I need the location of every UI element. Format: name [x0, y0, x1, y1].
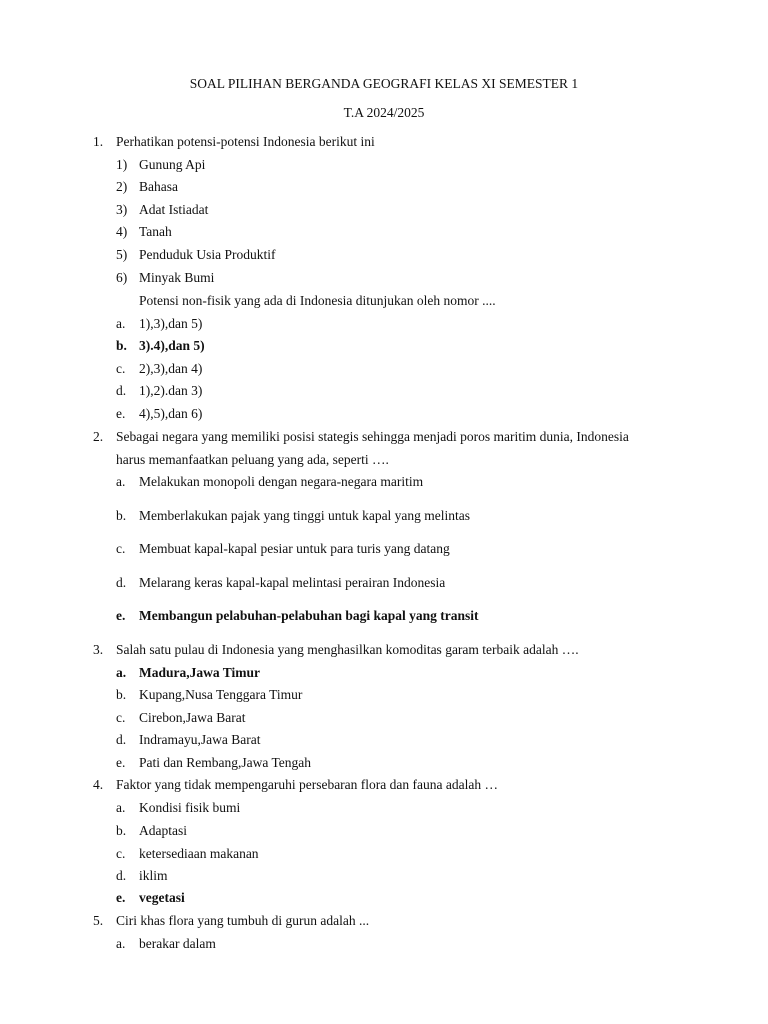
answer-option: 2),3),dan 4) — [139, 361, 203, 376]
option-letter: d. — [116, 868, 127, 883]
document-title: SOAL PILIHAN BERGANDA GEOGRAFI KELAS XI SEMESTER 1 — [189, 76, 579, 91]
question-number: 1. — [93, 134, 104, 149]
option-letter: c. — [116, 710, 126, 725]
list-item-number: 5) — [116, 247, 128, 262]
answer-option-correct: 3).4),dan 5) — [139, 338, 205, 353]
list-item: Adat Istiadat — [139, 202, 209, 217]
option-letter: b. — [116, 508, 127, 523]
option-letter: d. — [116, 575, 127, 590]
option-letter: a. — [116, 936, 126, 951]
list-item: Gunung Api — [139, 157, 206, 172]
option-letter: e. — [116, 755, 126, 770]
list-item-number: 2) — [116, 179, 128, 194]
answer-option: Melakukan monopoli dengan negara-negara maritim — [139, 474, 424, 489]
list-item: Minyak Bumi — [139, 270, 215, 285]
answer-option: berakar dalam — [139, 936, 216, 951]
list-item-number: 6) — [116, 270, 128, 285]
answer-option: 1),3),dan 5) — [139, 316, 203, 331]
question-prompt: Potensi non-fisik yang ada di Indonesia ditunjukan oleh nomor .... — [139, 293, 496, 308]
question-text: Faktor yang tidak mempengaruhi persebaran flora dan fauna adalah … — [116, 777, 498, 792]
answer-option: Memberlakukan pajak yang tinggi untuk kapal yang melintas — [139, 508, 471, 523]
answer-option: iklim — [139, 868, 168, 883]
answer-option-correct: Madura,Jawa Timur — [139, 665, 261, 680]
question-number: 2. — [93, 429, 104, 444]
question-text: Salah satu pulau di Indonesia yang menghasilkan komoditas garam terbaik adalah …. — [116, 642, 579, 657]
option-letter: c. — [116, 846, 126, 861]
option-letter: c. — [116, 541, 126, 556]
answer-option: Melarang keras kapal-kapal melintasi perairan Indonesia — [139, 575, 446, 590]
question-number: 3. — [93, 642, 104, 657]
option-letter: a. — [116, 316, 126, 331]
answer-option: 4),5),dan 6) — [139, 406, 203, 421]
question-text: Sebagai negara yang memiliki posisi stategis sehingga menjadi poros maritim dunia, Indonesia — [116, 429, 629, 444]
academic-year: T.A 2024/2025 — [343, 105, 425, 120]
option-letter: d. — [116, 732, 127, 747]
option-letter: e. — [116, 890, 126, 905]
answer-option: ketersediaan makanan — [139, 846, 259, 861]
option-letter: e. — [116, 608, 126, 623]
list-item-number: 3) — [116, 202, 128, 217]
question-text: Perhatikan potensi-potensi Indonesia berikut ini — [116, 134, 375, 149]
question-text-continued: harus memanfaatkan peluang yang ada, seperti …. — [116, 452, 389, 467]
list-item: Tanah — [139, 224, 172, 239]
answer-option: Membuat kapal-kapal pesiar untuk para turis yang datang — [139, 541, 450, 556]
answer-option: Kupang,Nusa Tenggara Timur — [139, 687, 303, 702]
answer-option: Pati dan Rembang,Jawa Tengah — [139, 755, 312, 770]
option-letter: e. — [116, 406, 126, 421]
answer-option: Indramayu,Jawa Barat — [139, 732, 261, 747]
answer-option: 1),2).dan 3) — [139, 383, 203, 398]
answer-option-correct: Membangun pelabuhan-pelabuhan bagi kapal yang transit — [139, 608, 479, 623]
list-item: Bahasa — [139, 179, 178, 194]
option-letter: c. — [116, 361, 126, 376]
question-text: Ciri khas flora yang tumbuh di gurun adalah ... — [116, 913, 370, 928]
list-item: Penduduk Usia Produktif — [139, 247, 276, 262]
answer-option: Kondisi fisik bumi — [139, 800, 241, 815]
option-letter: b. — [116, 823, 127, 838]
answer-option-correct: vegetasi — [139, 890, 185, 905]
question-number: 4. — [93, 777, 104, 792]
option-letter: b. — [116, 338, 127, 353]
list-item-number: 1) — [116, 157, 128, 172]
question-number: 5. — [93, 913, 104, 928]
option-letter: d. — [116, 383, 127, 398]
answer-option: Adaptasi — [139, 823, 187, 838]
answer-option: Cirebon,Jawa Barat — [139, 710, 246, 725]
list-item-number: 4) — [116, 224, 128, 239]
option-letter: b. — [116, 687, 127, 702]
option-letter: a. — [116, 474, 126, 489]
option-letter: a. — [116, 800, 126, 815]
option-letter: a. — [116, 665, 127, 680]
